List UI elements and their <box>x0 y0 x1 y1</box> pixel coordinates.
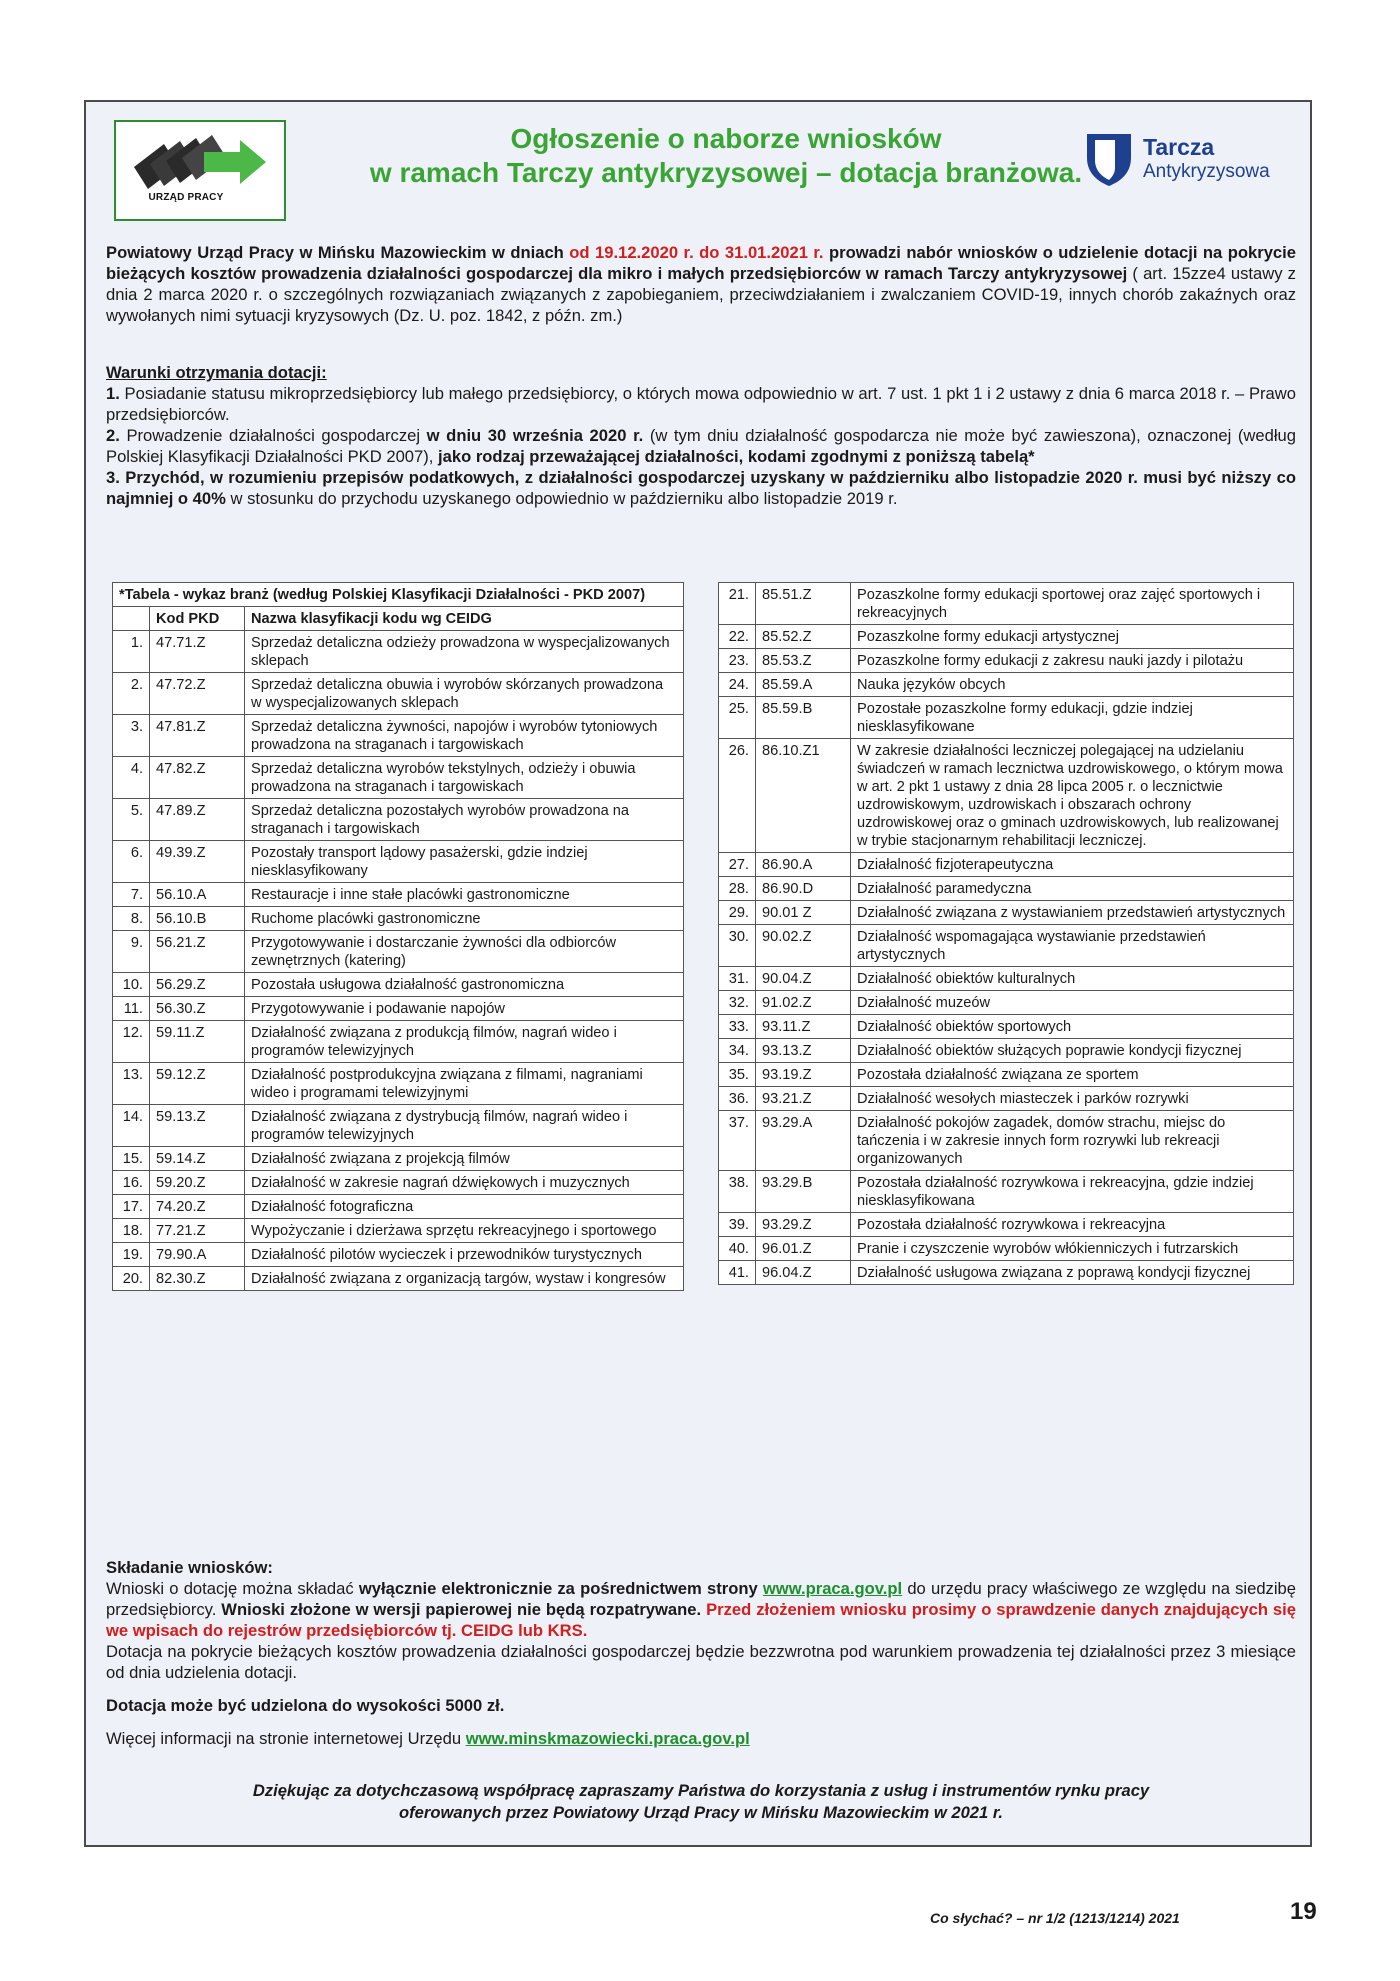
condition-2-num: 2. <box>106 426 120 445</box>
pkd-code: 93.13.Z <box>756 1039 851 1063</box>
pkd-code: 47.89.Z <box>150 799 245 841</box>
pkd-name: Działalność obiektów służących poprawie kondycji fizycznej <box>851 1039 1294 1063</box>
pkd-name: W zakresie działalności leczniczej polegającej na udzielaniu świadczeń w ramach lecznictwa uzdrowiskowego, o którym mowa w art. 2 pkt 1 ustawy z dnia 28 lipca 2005 r. o lecznictwie uzdrowiskowym, uzdrowiskach i obszarach ochrony uzdrowiskowej oraz o gminach uzdrowiskowych, lub realizowanej w trybie stacjonarnym rehabilitacji leczniczej. <box>851 739 1294 853</box>
pkd-code: 90.02.Z <box>756 925 851 967</box>
row-number: 14. <box>113 1105 150 1147</box>
pkd-name: Działalność obiektów sportowych <box>851 1015 1294 1039</box>
pkd-name: Działalność pokojów zagadek, domów strachu, miejsc do tańczenia i w zakresie innych form rozrywki lub rekreacji organizowanych <box>851 1111 1294 1171</box>
table-row <box>113 1147 684 1171</box>
brand-name: Tarcza <box>1143 134 1215 160</box>
intro-paragraph <box>106 242 1296 326</box>
page-title <box>306 122 1146 190</box>
table-row <box>113 1021 684 1063</box>
table-row <box>719 1213 1294 1237</box>
pkd-name: Pozaszkolne formy edukacji sportowej oraz zajęć sportowych i rekreacyjnych <box>851 583 1294 625</box>
row-number: 15. <box>113 1147 150 1171</box>
thanks-line-2: oferowanych przez Powiatowy Urząd Pracy w Mińsku Mazowieckim w 2021 r. <box>398 1803 1004 1822</box>
table-header-row <box>113 607 684 631</box>
pkd-name: Pozostała działalność związana ze sportem <box>851 1063 1294 1087</box>
tarcza-logo <box>1081 128 1311 188</box>
row-number: 21. <box>719 583 756 625</box>
pkd-table-right <box>718 582 1294 1285</box>
pkd-name: Pozostała usługowa działalność gastronomiczna <box>245 973 684 997</box>
table-row <box>719 925 1294 967</box>
more-info-text: Więcej informacji na stronie internetowej Urzędu <box>106 1729 466 1748</box>
pkd-code: 74.20.Z <box>150 1195 245 1219</box>
row-number: 20. <box>113 1267 150 1291</box>
row-number: 4. <box>113 757 150 799</box>
row-number: 34. <box>719 1039 756 1063</box>
condition-2 <box>106 425 1296 467</box>
row-number: 19. <box>113 1243 150 1267</box>
pkd-name: Działalność fizjoterapeutyczna <box>851 853 1294 877</box>
grant-amount: Dotacja może być udzielona do wysokości 5000 zł. <box>106 1696 505 1715</box>
row-number: 29. <box>719 901 756 925</box>
pkd-name: Działalność związana z wystawianiem przedstawień artystycznych <box>851 901 1294 925</box>
logo-label: URZĄD PRACY <box>148 192 224 203</box>
pkd-code: 56.10.A <box>150 883 245 907</box>
table-row <box>719 991 1294 1015</box>
pkd-code: 47.82.Z <box>150 757 245 799</box>
pkd-code: 85.51.Z <box>756 583 851 625</box>
pkd-name: Działalność muzeów <box>851 991 1294 1015</box>
table-row <box>113 799 684 841</box>
condition-1-num: 1. <box>106 384 120 403</box>
pkd-code: 59.14.Z <box>150 1147 245 1171</box>
row-number: 31. <box>719 967 756 991</box>
pkd-code: 56.30.Z <box>150 997 245 1021</box>
pkd-name: Pranie i czyszczenie wyrobów włókienniczych i futrzarskich <box>851 1237 1294 1261</box>
row-number: 6. <box>113 841 150 883</box>
table-row <box>719 1063 1294 1087</box>
more-info <box>106 1728 1296 1749</box>
row-number: 40. <box>719 1237 756 1261</box>
pkd-name: Przygotowywanie i dostarczanie żywności dla odbiorców zewnętrznych (katering) <box>245 931 684 973</box>
table-row <box>719 583 1294 625</box>
pkd-name: Pozostałe pozaszkolne formy edukacji, gdzie indziej niesklasyfikowane <box>851 697 1294 739</box>
brand-subtitle: Antykryzysowa <box>1143 161 1270 182</box>
row-number: 38. <box>719 1171 756 1213</box>
pkd-code: 47.71.Z <box>150 631 245 673</box>
pkd-code: 85.53.Z <box>756 649 851 673</box>
pkd-code: 93.19.Z <box>756 1063 851 1087</box>
condition-1 <box>106 383 1296 425</box>
table-row <box>113 715 684 757</box>
thanks-line-1: Dziękując za dotychczasową współpracę zapraszamy Państwa do korzystania z usług i instrumentów rynku pracy <box>252 1781 1150 1800</box>
pkd-code: 82.30.Z <box>150 1267 245 1291</box>
table-row <box>719 673 1294 697</box>
pkd-name: Wypożyczanie i dzierżawa sprzętu rekreacyjnego i sportowego <box>245 1219 684 1243</box>
pkd-name: Pozostała działalność rozrywkowa i rekreacyjna <box>851 1213 1294 1237</box>
condition-2-text-d: jako rodzaj przeważającej działalności, kodami zgodnymi z poniższą tabelą* <box>438 447 1035 466</box>
apply-text-3: do urzędu pracy właściwego ze względu na siedzibę przedsiębiorcy. <box>106 1579 1296 1619</box>
pkd-code: 90.04.Z <box>756 967 851 991</box>
pkd-name: Sprzedaż detaliczna wyrobów tekstylnych, odzieży i obuwia prowadzona na straganach i targowiskach <box>245 757 684 799</box>
table-row <box>113 1171 684 1195</box>
condition-3 <box>106 467 1296 509</box>
pkd-name: Działalność fotograficzna <box>245 1195 684 1219</box>
application-section <box>106 1557 1296 1749</box>
pkd-code: 59.11.Z <box>150 1021 245 1063</box>
pkd-table-left <box>112 582 684 1291</box>
conditions-section <box>106 362 1296 509</box>
pkd-code: 86.10.Z1 <box>756 739 851 853</box>
header-code: Kod PKD <box>150 607 245 631</box>
pkd-name: Działalność związana z organizacją targów, wystaw i kongresów <box>245 1267 684 1291</box>
row-number: 27. <box>719 853 756 877</box>
intro-text-a: Powiatowy Urząd Pracy w Mińsku Mazowieckim w dniach <box>106 243 570 262</box>
urzad-pracy-logo <box>114 120 286 221</box>
row-number: 25. <box>719 697 756 739</box>
pkd-code: 56.10.B <box>150 907 245 931</box>
table-row <box>113 1267 684 1291</box>
table-row <box>113 973 684 997</box>
pkd-name: Sprzedaż detaliczna obuwia i wyrobów skórzanych prowadzona w wyspecjalizowanych sklepach <box>245 673 684 715</box>
pkd-code: 59.20.Z <box>150 1171 245 1195</box>
row-number: 32. <box>719 991 756 1015</box>
row-number: 37. <box>719 1111 756 1171</box>
table-row <box>719 1087 1294 1111</box>
condition-1-text: Posiadanie statusu mikroprzedsiębiorcy lub małego przedsiębiorcy, o których mowa odpowiednio w art. 7 ust. 1 pkt 1 i 2 ustawy z dnia 6 marca 2018 r. – Prawo przedsiębiorców. <box>106 384 1296 424</box>
table-row <box>719 697 1294 739</box>
row-number: 2. <box>113 673 150 715</box>
pkd-name: Nauka języków obcych <box>851 673 1294 697</box>
row-number: 18. <box>113 1219 150 1243</box>
table-row <box>113 1243 684 1267</box>
pkd-code: 85.52.Z <box>756 625 851 649</box>
intro-dates: od 19.12.2020 r. do 31.01.2021 r. <box>569 243 824 262</box>
row-number: 36. <box>719 1087 756 1111</box>
table-caption: *Tabela - wykaz branż (według Polskiej Klasyfikacji Działalności - PKD 2007) <box>113 583 684 607</box>
announcement-frame <box>84 100 1312 1847</box>
pkd-code: 85.59.A <box>756 673 851 697</box>
pkd-name: Przygotowywanie i podawanie napojów <box>245 997 684 1021</box>
urzad-website-link[interactable]: www.minskmazowiecki.praca.gov.pl <box>465 1729 750 1748</box>
shield-icon <box>1081 128 1137 188</box>
row-number: 33. <box>719 1015 756 1039</box>
cards-arrow-icon <box>116 122 284 219</box>
pkd-code: 47.72.Z <box>150 673 245 715</box>
table-row <box>113 673 684 715</box>
intro-text-b: prowadzi nabór wniosków o udzielenie dotacji na pokrycie bieżących kosztów prowadzenia działalności gospodarczej dla mikro i małych przedsiębiorców w ramach Tarczy antykryzysowej <box>106 243 1296 283</box>
pkd-code: 90.01 Z <box>756 901 851 925</box>
table-caption-row <box>113 583 684 607</box>
table-row <box>113 997 684 1021</box>
header-name: Nazwa klasyfikacji kodu wg CEIDG <box>245 607 684 631</box>
pkd-name: Działalność usługowa związana z poprawą kondycji fizycznej <box>851 1261 1294 1285</box>
pkd-name: Działalność paramedyczna <box>851 877 1294 901</box>
table-row <box>719 1237 1294 1261</box>
table-row <box>113 1195 684 1219</box>
row-number: 28. <box>719 877 756 901</box>
row-number: 23. <box>719 649 756 673</box>
apply-check-warning: Przed złożeniem wniosku prosimy o sprawdzenie danych znajdujących się we wpisach do rejestrów przedsiębiorców tj. CEIDG lub KRS. <box>106 1600 1297 1640</box>
table-row <box>113 757 684 799</box>
table-row <box>719 649 1294 673</box>
table-row <box>719 1039 1294 1063</box>
pkd-code: 59.12.Z <box>150 1063 245 1105</box>
title-line-1: Ogłoszenie o naborze wniosków <box>510 123 942 154</box>
row-number: 3. <box>113 715 150 757</box>
row-number: 39. <box>719 1213 756 1237</box>
condition-2-text-c: (w tym dniu działalność gospodarcza nie może być zawieszona), oznaczonej (według Polskiej Klasyfikacji Działalności PKD 2007), <box>106 426 1296 466</box>
condition-3-text-b: w stosunku do przychodu uzyskanego odpowiednio w październiku albo listopadzie 2019 r. <box>225 489 898 508</box>
pkd-name: Pozostały transport lądowy pasażerski, gdzie indziej niesklasyfikowany <box>245 841 684 883</box>
pkd-name: Restauracje i inne stałe placówki gastronomiczne <box>245 883 684 907</box>
table-row <box>719 1015 1294 1039</box>
table-row <box>113 931 684 973</box>
pkd-name: Pozostała działalność rozrywkowa i rekreacyjna, gdzie indziej niesklasyfikowana <box>851 1171 1294 1213</box>
pkd-name: Działalność postprodukcyjna związana z filmami, nagraniami wideo i programami telewizyjnymi <box>245 1063 684 1105</box>
page-number: 19 <box>1290 1898 1317 1925</box>
table-row <box>113 907 684 931</box>
row-number: 9. <box>113 931 150 973</box>
table-row <box>719 901 1294 925</box>
thanks-note <box>106 1780 1296 1824</box>
pkd-name: Działalność związana z produkcją filmów, nagrań wideo i programów telewizyjnych <box>245 1021 684 1063</box>
pkd-code: 47.81.Z <box>150 715 245 757</box>
pkd-name: Sprzedaż detaliczna pozostałych wyrobów prowadzona na straganach i targowiskach <box>245 799 684 841</box>
apply-paper-warning: Wnioski złożone w wersji papierowej nie będą rozpatrywane. <box>221 1600 702 1619</box>
table-row <box>719 739 1294 853</box>
row-number: 1. <box>113 631 150 673</box>
row-number: 10. <box>113 973 150 997</box>
pkd-name: Działalność związana z dystrybucją filmów, nagrań wideo i programów telewizyjnych <box>245 1105 684 1147</box>
condition-2-text-a: Prowadzenie działalności gospodarczej <box>119 426 427 445</box>
pkd-code: 86.90.D <box>756 877 851 901</box>
conditions-heading: Warunki otrzymania dotacji: <box>106 363 327 382</box>
row-number: 12. <box>113 1021 150 1063</box>
pkd-code: 93.29.B <box>756 1171 851 1213</box>
pkd-name: Działalność pilotów wycieczek i przewodników turystycznych <box>245 1243 684 1267</box>
pkd-code: 56.21.Z <box>150 931 245 973</box>
table-row <box>719 1261 1294 1285</box>
row-number: 35. <box>719 1063 756 1087</box>
apply-grant-terms: Dotacja na pokrycie bieżących kosztów prowadzenia działalności gospodarczej będzie bezzwrotna pod warunkiem prowadzenia tej działalności przez 3 miesiące od dnia udzielenia dotacji. <box>106 1642 1296 1682</box>
table-row <box>719 877 1294 901</box>
table-row <box>113 1105 684 1147</box>
pkd-code: 93.11.Z <box>756 1015 851 1039</box>
pkd-code: 56.29.Z <box>150 973 245 997</box>
praca-gov-link[interactable]: www.praca.gov.pl <box>762 1579 903 1598</box>
pkd-code: 85.59.B <box>756 697 851 739</box>
table-row <box>113 841 684 883</box>
pkd-code: 49.39.Z <box>150 841 245 883</box>
table-row <box>719 1171 1294 1213</box>
row-number: 8. <box>113 907 150 931</box>
row-number: 11. <box>113 997 150 1021</box>
apply-heading: Składanie wniosków: <box>106 1558 273 1577</box>
row-number: 17. <box>113 1195 150 1219</box>
condition-3-text-a: 3. Przychód, w rozumieniu przepisów podatkowych, z działalności gospodarczej uzyskany w październiku albo listopadzie 2020 r. musi być niższy co najmniej o 40% <box>106 468 1296 508</box>
table-row <box>719 625 1294 649</box>
table-row <box>113 631 684 673</box>
pkd-code: 93.29.Z <box>756 1213 851 1237</box>
table-row <box>719 967 1294 991</box>
pkd-name: Działalność wesołych miasteczek i parków rozrywki <box>851 1087 1294 1111</box>
pkd-code: 59.13.Z <box>150 1105 245 1147</box>
magazine-footer: Co słychać? – nr 1/2 (1213/1214) 2021 <box>930 1910 1180 1926</box>
table-row <box>719 853 1294 877</box>
apply-text-1: Wnioski o dotację można składać <box>106 1579 359 1598</box>
pkd-name: Pozaszkolne formy edukacji artystycznej <box>851 625 1294 649</box>
header-num <box>113 607 150 631</box>
pkd-name: Działalność w zakresie nagrań dźwiękowych i muzycznych <box>245 1171 684 1195</box>
pkd-name: Sprzedaż detaliczna żywności, napojów i wyrobów tytoniowych prowadzona na straganach i targowiskach <box>245 715 684 757</box>
pkd-code: 77.21.Z <box>150 1219 245 1243</box>
row-number: 13. <box>113 1063 150 1105</box>
table-row <box>113 1063 684 1105</box>
pkd-name: Działalność związana z projekcją filmów <box>245 1147 684 1171</box>
pkd-name: Sprzedaż detaliczna odzieży prowadzona w wyspecjalizowanych sklepach <box>245 631 684 673</box>
pkd-name: Ruchome placówki gastronomiczne <box>245 907 684 931</box>
table-row <box>113 1219 684 1243</box>
row-number: 7. <box>113 883 150 907</box>
pkd-code: 91.02.Z <box>756 991 851 1015</box>
pkd-code: 93.21.Z <box>756 1087 851 1111</box>
row-number: 26. <box>719 739 756 853</box>
pkd-code: 96.04.Z <box>756 1261 851 1285</box>
table-row <box>113 883 684 907</box>
table-row <box>719 1111 1294 1171</box>
pkd-name: Pozaszkolne formy edukacji z zakresu nauki jazdy i pilotażu <box>851 649 1294 673</box>
row-number: 5. <box>113 799 150 841</box>
intro-text-c: ( art. 15zze4 ustawy z dnia 2 marca 2020 r. o szczególnych rozwiązaniach związanych z zapobieganiem, przeciwdziałaniem i zwalczaniem COVID-19, innych chorób zakaźnych oraz wywołanych nimi sytuacji kryzysowych (Dz. U. poz. 1842, z późn. zm.) <box>106 264 1296 325</box>
pkd-name: Działalność obiektów kulturalnych <box>851 967 1294 991</box>
pkd-name: Działalność wspomagająca wystawianie przedstawień artystycznych <box>851 925 1294 967</box>
condition-2-date: w dniu 30 września 2020 r. <box>426 426 644 445</box>
row-number: 22. <box>719 625 756 649</box>
pkd-code: 79.90.A <box>150 1243 245 1267</box>
pkd-code: 93.29.A <box>756 1111 851 1171</box>
row-number: 16. <box>113 1171 150 1195</box>
row-number: 24. <box>719 673 756 697</box>
pkd-code: 86.90.A <box>756 853 851 877</box>
apply-text-2: wyłącznie elektronicznie za pośrednictwem strony <box>358 1579 763 1598</box>
row-number: 41. <box>719 1261 756 1285</box>
apply-paragraph <box>106 1578 1296 1641</box>
title-line-2: w ramach Tarczy antykryzysowej – dotacja branżowa. <box>369 157 1083 188</box>
row-number: 30. <box>719 925 756 967</box>
pkd-code: 96.01.Z <box>756 1237 851 1261</box>
